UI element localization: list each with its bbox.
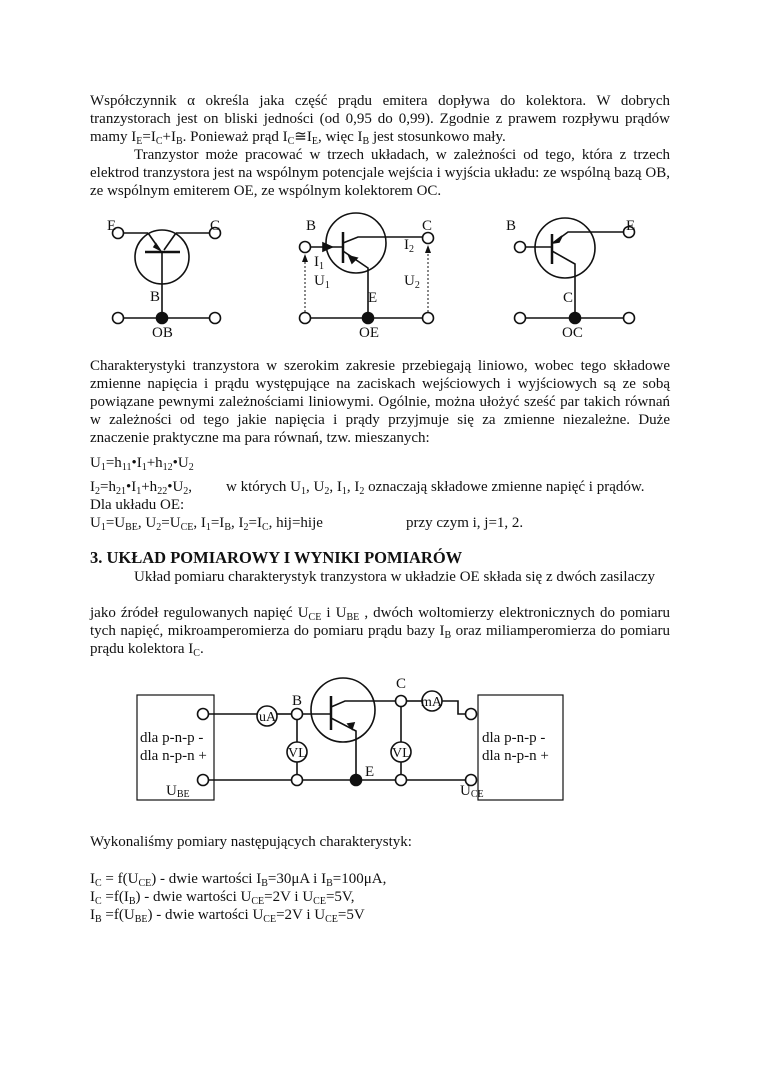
characteristics-paragraph: Charakterystyki tranzystora w szerokim zakresie przebiegają liniowo, wobec tego składowe zmienne napięcia i prądu występujące na zaciskach wejściowych i wyjściowych są ze sobą powiązane pewnymi zależnościami liniowymi. Ogólnie, można ułożyć sześć par takich równań w zależności od tego jakie napięcia i prądy przyjmuje się za zmienne niezależne. Duże znaczenie praktyczne ma para równań, tzw. mieszanych: bbox=[90, 358, 670, 446]
subscript: 11 bbox=[121, 462, 132, 473]
text-run: =100μA, bbox=[332, 871, 387, 887]
text-run: ) - dwie wartości I bbox=[151, 871, 262, 887]
ob-name: OB bbox=[152, 325, 173, 341]
text-run: oraz miliamperomierza do pomiaru prądu kolektora I bbox=[90, 623, 670, 657]
text-run: ) - dwie wartości U bbox=[135, 889, 252, 905]
text-run: , U bbox=[137, 515, 157, 531]
oc-label-e: E bbox=[626, 218, 636, 234]
vl1-label: VL bbox=[288, 746, 307, 761]
text-run: ) - dwie wartości U bbox=[147, 907, 264, 923]
oe-label-i1: $I_1$ bbox=[314, 254, 324, 272]
text-run: •U bbox=[172, 455, 189, 471]
left-box-line1: dla p-n-p - bbox=[140, 730, 204, 746]
equation-2 bbox=[90, 478, 192, 496]
equation-2-note bbox=[226, 478, 645, 496]
subscript: B bbox=[224, 522, 231, 533]
ob-label-b: B bbox=[150, 289, 161, 305]
oe-note: przy czym i, j=1, 2. bbox=[406, 515, 524, 531]
text-run: =5V, bbox=[325, 889, 355, 905]
subscript: 1 bbox=[136, 486, 142, 497]
subscript: CE bbox=[180, 522, 194, 533]
text-run: = f(U bbox=[101, 871, 139, 887]
oe-label-c: C bbox=[422, 218, 433, 234]
text-run: =30μA i I bbox=[267, 871, 327, 887]
subscript: 2 bbox=[324, 486, 330, 497]
oe-label-e: E bbox=[368, 290, 378, 306]
subscript: CE bbox=[313, 896, 326, 907]
subscript: 22 bbox=[157, 486, 168, 497]
subscript: 2 bbox=[183, 486, 189, 497]
text-run: , hij=hije bbox=[268, 515, 323, 531]
text-run: •I bbox=[131, 455, 142, 471]
oe-label-i2: $I_2$ bbox=[404, 237, 414, 255]
text-run: I bbox=[90, 907, 95, 923]
text-run: =2V i U bbox=[276, 907, 326, 923]
text-run: U bbox=[90, 515, 101, 531]
text-run: I bbox=[90, 479, 95, 495]
subscript: 1 bbox=[100, 462, 106, 473]
text-run: =f(I bbox=[101, 889, 129, 905]
text-run: I bbox=[90, 871, 95, 887]
vl2-label: VL bbox=[392, 746, 411, 761]
text-run: =5V bbox=[337, 907, 365, 923]
subscript: 2 bbox=[243, 522, 249, 533]
right-box-label: UCE bbox=[460, 783, 484, 800]
subscript: CE bbox=[308, 612, 322, 623]
oe-name: OE bbox=[359, 325, 379, 341]
section-paragraph-2 bbox=[90, 604, 670, 658]
text-run: •I bbox=[125, 479, 137, 495]
text-run: jako źródeł regulowanych napięć U bbox=[90, 605, 309, 621]
oe-label: Dla układu OE: bbox=[90, 497, 185, 513]
subscript: BE bbox=[346, 612, 360, 623]
left-box-label: UBE bbox=[166, 783, 190, 800]
text-run: oznaczają składowe zmienne napięć i prądów. bbox=[364, 479, 645, 495]
text-run: =I bbox=[248, 515, 262, 531]
subscript: BE bbox=[134, 914, 148, 925]
oe-equations bbox=[90, 514, 323, 532]
section-paragraph-1: Układ pomiaru charakterystyk tranzystora w układzie OE składa się z dwóch zasilaczy bbox=[134, 569, 656, 585]
result-item-2 bbox=[90, 888, 355, 906]
ob-label-c: C bbox=[210, 218, 221, 234]
text-run: , U bbox=[306, 479, 325, 495]
ma-label: mA bbox=[421, 695, 442, 710]
subscript: CE bbox=[251, 896, 265, 907]
text-run: =h bbox=[105, 455, 122, 471]
text-run: , I bbox=[230, 515, 244, 531]
oc-circuit bbox=[515, 218, 635, 324]
text-run: =f(U bbox=[101, 907, 135, 923]
subscript: C bbox=[193, 648, 200, 659]
result-item-3 bbox=[90, 906, 365, 924]
subscript: C bbox=[95, 896, 102, 907]
subscript: B bbox=[326, 878, 333, 889]
equation-1 bbox=[90, 454, 194, 472]
intro-paragraph-1: Współczynnik α określa jaka część prądu emitera dopływa do kolektora. W dobrych tranzystorach jest on bliski jedności (od 0,95 do 0,99). Zgodnie z prawem rozpływu prądów mamy $I_E=I_C+I_B$. Ponieważ prąd $I_C≅I_E$, więc $I_B$ jest stosunkowo mały. bbox=[90, 93, 670, 147]
subscript: CE bbox=[325, 914, 338, 925]
text-run: , I bbox=[346, 479, 360, 495]
left-box-line2: dla n-p-n + bbox=[140, 748, 207, 764]
ob-circuit bbox=[113, 228, 221, 324]
text-run: i U bbox=[321, 605, 347, 621]
oc-name: OC bbox=[562, 325, 583, 341]
subscript: 2 bbox=[156, 522, 162, 533]
result-item-1 bbox=[90, 870, 386, 888]
subscript: C bbox=[95, 878, 102, 889]
subscript: B bbox=[261, 878, 268, 889]
oc-label-c: C bbox=[563, 290, 574, 306]
circuit-label-e: E bbox=[365, 764, 375, 780]
oe-label-u1: $U_1$ bbox=[314, 273, 330, 291]
ua-label: uA bbox=[259, 710, 277, 725]
text-run: , I bbox=[329, 479, 342, 495]
ob-label-e: E bbox=[107, 218, 117, 234]
right-box-line1: dla p-n-p - bbox=[482, 730, 546, 746]
circuit-label-c: C bbox=[396, 676, 407, 692]
subscript: C bbox=[261, 522, 269, 533]
subscript: B bbox=[128, 896, 136, 907]
text-run: I bbox=[90, 889, 95, 905]
oe-label-b: B bbox=[306, 218, 317, 234]
text-run: •U bbox=[167, 479, 184, 495]
subscript: 1 bbox=[205, 522, 211, 533]
text-run: . bbox=[199, 641, 204, 657]
text-run: +h bbox=[141, 479, 158, 495]
subscript: 2 bbox=[359, 486, 365, 497]
right-box-line2: dla n-p-n + bbox=[482, 748, 549, 764]
text-run: =U bbox=[105, 515, 126, 531]
section-heading: 3. UKŁAD POMIAROWY I WYNIKI POMIARÓW bbox=[90, 548, 463, 567]
subscript: 1 bbox=[100, 522, 106, 533]
subscript: CE bbox=[263, 914, 277, 925]
oc-label-b: B bbox=[506, 218, 517, 234]
text-run: U bbox=[90, 455, 101, 471]
subscript: BE bbox=[125, 522, 138, 533]
subscript: 2 bbox=[95, 486, 100, 497]
text-run: , I bbox=[193, 515, 206, 531]
text-run: , bbox=[188, 479, 193, 495]
text-run: =I bbox=[210, 515, 225, 531]
subscript: 1 bbox=[341, 486, 347, 497]
text-run: =U bbox=[161, 515, 181, 531]
text-run: =2V i U bbox=[264, 889, 314, 905]
subscript: 1 bbox=[141, 462, 147, 473]
text-run: , dwóch woltomierzy elektronicznych do pomiaru tych napięć, mikroamperomierza do pomiaru prądu bazy I bbox=[90, 605, 671, 639]
subscript: B bbox=[444, 630, 452, 641]
subscript: CE bbox=[138, 878, 152, 889]
subscript: 12 bbox=[162, 462, 173, 473]
text-run: =h bbox=[100, 479, 116, 495]
subscript: 21 bbox=[115, 486, 126, 497]
subscript: B bbox=[95, 914, 102, 925]
results-intro: Wykonaliśmy pomiary następujących charakterystyk: bbox=[90, 834, 412, 850]
circuit-label-b: B bbox=[292, 693, 303, 709]
text-run: +h bbox=[146, 455, 163, 471]
subscript: 2 bbox=[188, 462, 194, 473]
intro-paragraph-2: Tranzystor może pracować w trzech układach, w zależności od tego, która z trzech elektrod tranzystora jest na wspólnym potencjale wejścia i wyjścia układu: ze wspólną bazą OB, ze wspólnym emiterem OE, ze wspólnym kolektorem OC. bbox=[90, 147, 670, 199]
text-run: w których U bbox=[226, 479, 301, 495]
subscript: 1 bbox=[301, 486, 306, 497]
oe-label-u2: $U_2$ bbox=[404, 273, 420, 291]
